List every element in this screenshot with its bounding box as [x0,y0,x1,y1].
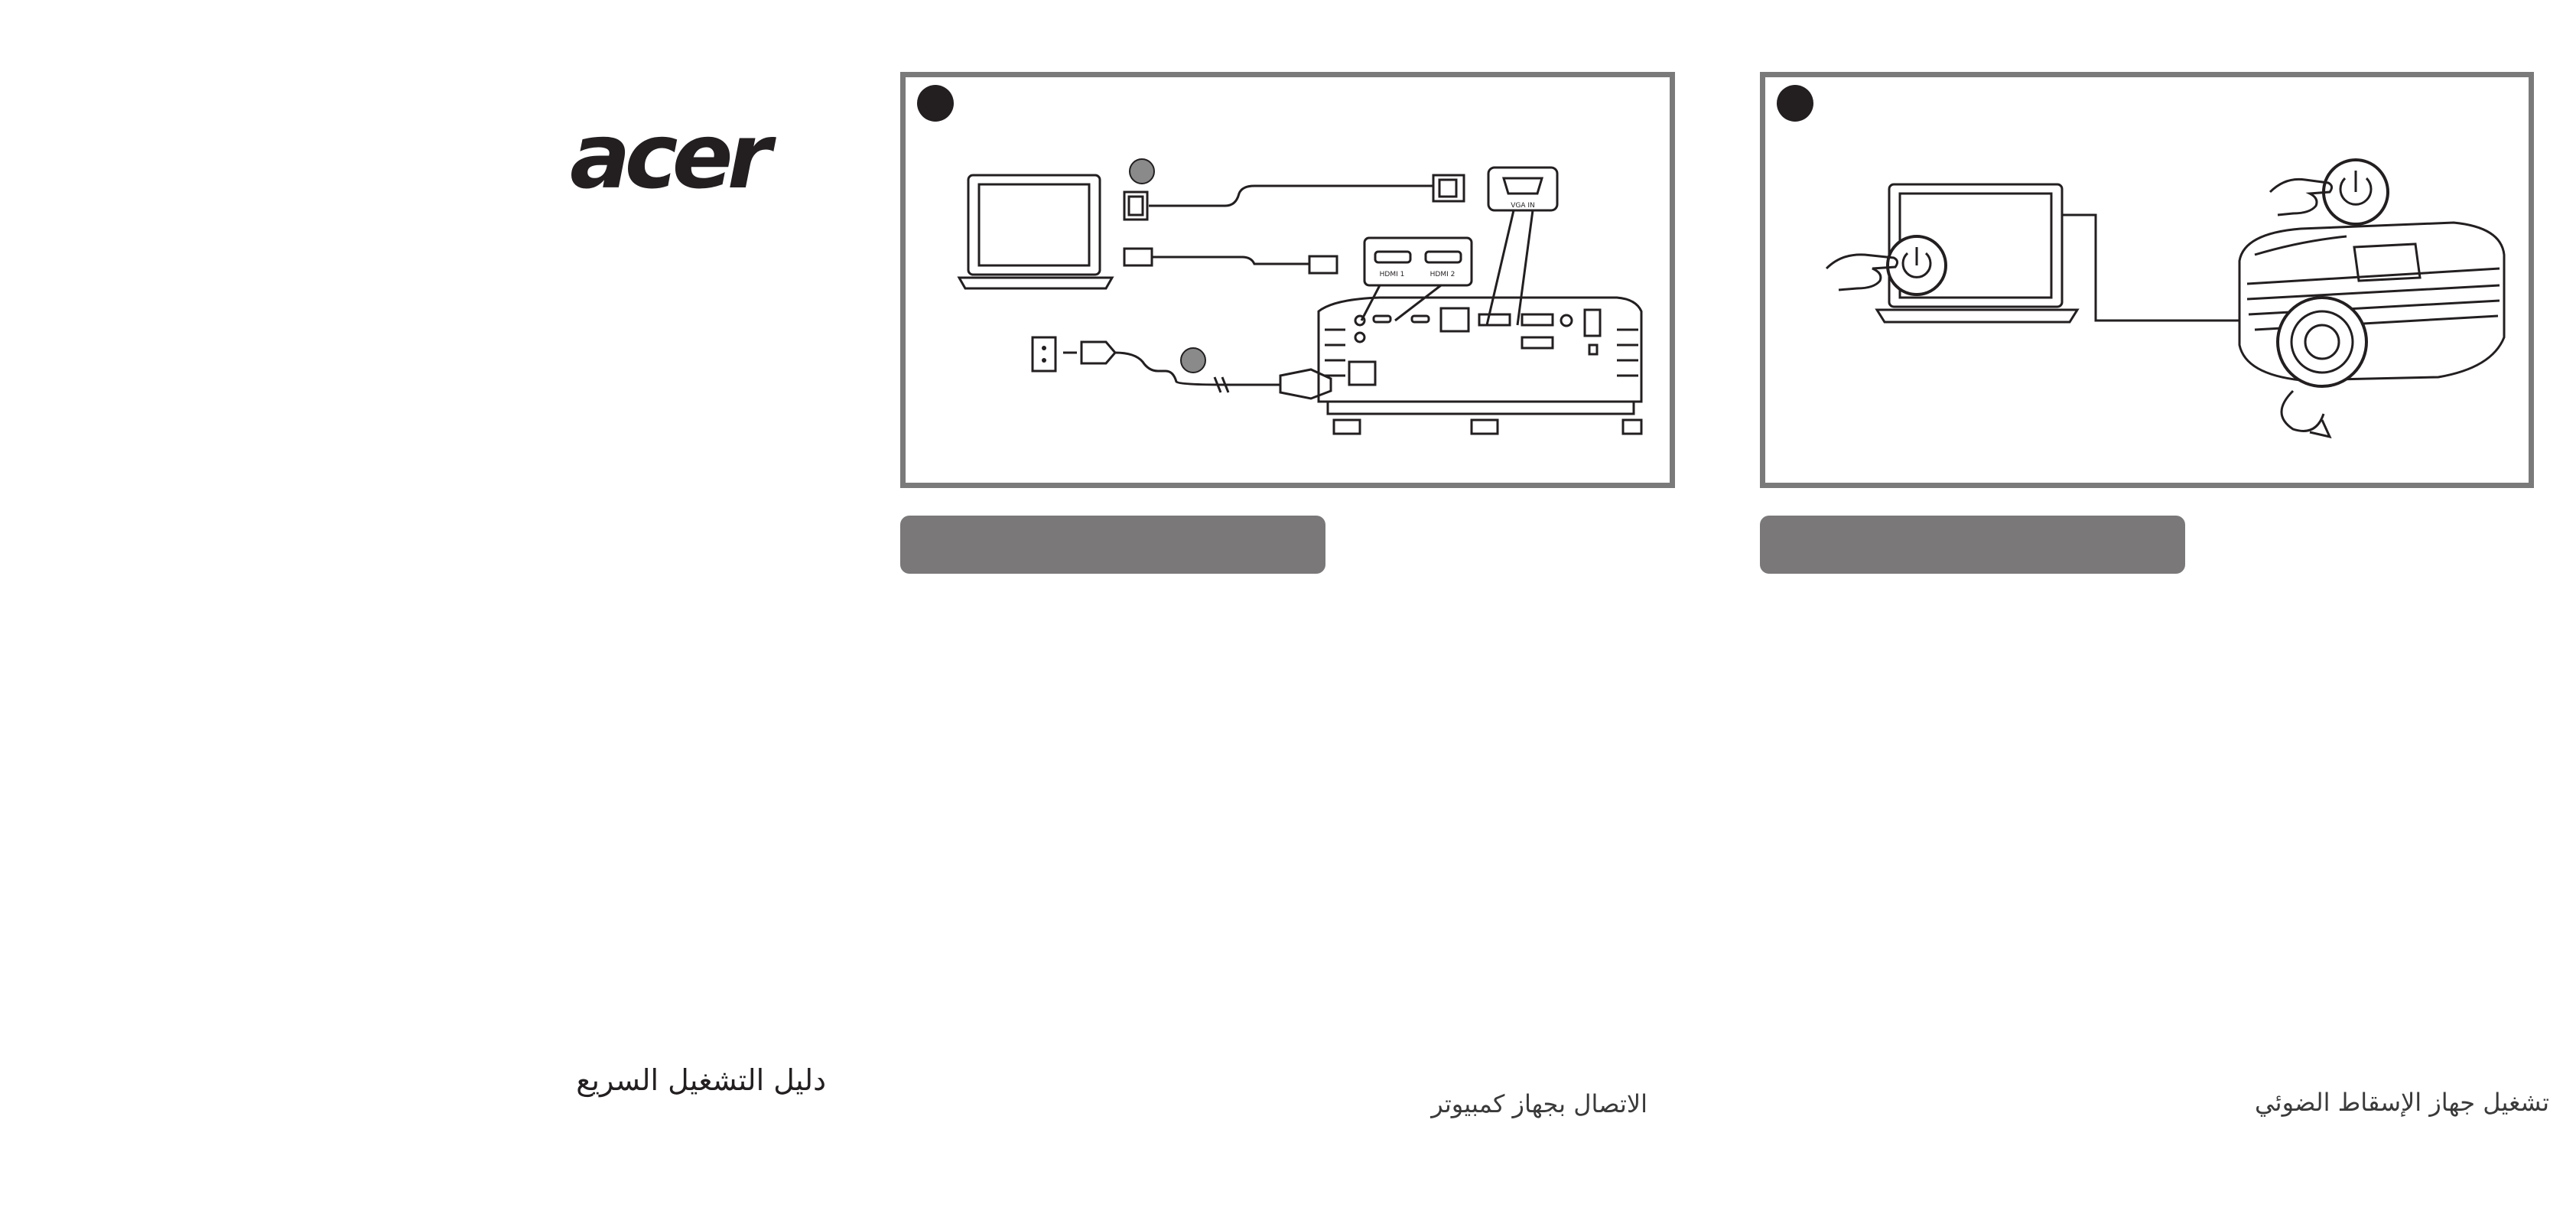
marker-dot-1 [1130,159,1154,184]
projector-icon [2239,223,2504,437]
acer-logo [566,103,795,209]
connection-caption-bar [900,516,1325,574]
projector-rear-icon [1319,298,1641,434]
svg-text:acer: acer [570,103,766,209]
hand-icon [2270,179,2332,215]
connection-illustration [906,77,1670,483]
connection-panel [900,72,1675,488]
hdmi-cable-icon [1124,249,1337,273]
svg-text:HDMI 1: HDMI 1 [1379,271,1405,278]
power-on-caption-bar [1760,516,2185,574]
quick-start-title: دليل التشغيل السريع [576,1063,826,1097]
vga-cable-icon [1124,175,1464,220]
power-on-caption: تشغيل جهاز الإسقاط الضوئي [2254,1088,2549,1117]
vga-port-callout [1487,168,1557,325]
connection-caption: الاتصال بجهاز كمبيوتر [1431,1089,1647,1118]
power-on-illustration [1765,77,2530,483]
power-on-panel [1760,72,2534,488]
laptop-icon [959,175,1112,288]
marker-dot-2 [1181,348,1205,373]
svg-text:HDMI 2: HDMI 2 [1429,271,1456,278]
svg-text:VGA IN: VGA IN [1511,202,1535,210]
power-outlet-icon [1033,337,1055,371]
power-button-icon [2324,160,2388,224]
